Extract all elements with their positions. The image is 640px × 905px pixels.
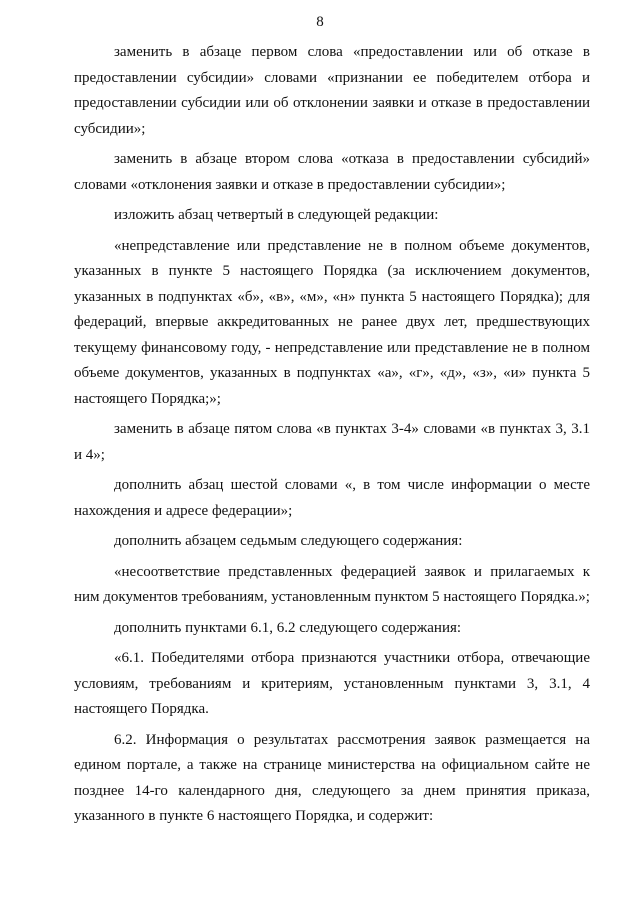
paragraph-quoted-fourth: «непредставление или представление не в полном объеме документов, указанных в пункте 5 настоящего Порядка (за исключением документов, указанных в подпунктах «б», «в», «м», «н» пункта 5 настоящего Порядка); для федераций, впервые аккредитованных не ранее двух лет, предшествующих текущему финансовому году, - непредставление или представление не в полном объеме документов, указанных в подпунктах «а», «г», «д», «з», «и» пункта 5 настоящего Порядка;»; (74, 237, 590, 407)
page-number: 8 (316, 14, 324, 30)
document-body (74, 40, 590, 830)
paragraph-supplement-points: дополнить пунктами 6.1, 6.2 следующего содержания: (114, 619, 462, 636)
paragraph-restate-fourth: изложить абзац четвертый в следующей редакции: (114, 207, 439, 223)
paragraph-quoted-seventh: «несоответствие представленных федерацией заявок и прилагаемых к ним документов требованиям, установленным пунктом 5 настоящего Порядка.»; (74, 563, 590, 605)
paragraph-replace-fifth: заменить в абзаце пятом слова «в пунктах 3-4» словами «в пунктах 3, 3.1 и 4»; (74, 421, 590, 463)
paragraph-point-6-1: «6.1. Победителями отбора признаются участники отбора, отвечающие условиям, требованиям и критериям, установленным пунктами 3, 3.1, 4 настоящего Порядка. (74, 650, 590, 717)
paragraph-supplement-seventh: дополнить абзацем седьмым следующего содержания: (114, 533, 463, 549)
paragraph-replace-second: заменить в абзаце втором слова «отказа в предоставлении субсидий» словами «отклонения заявки и отказе в предоставлении субсидии»; (74, 151, 590, 193)
paragraph-supplement-sixth: дополнить абзац шестой словами «, в том числе информации о месте нахождения и адресе федерации»; (74, 477, 590, 519)
paragraph-point-6-2: 6.2. Информация о результатах рассмотрения заявок размещается на едином портале, а также на странице министерства на официальном сайте не позднее 14-го календарного дня, следующего за днем принятия приказа, указанного в пункте 6 настоящего Порядка, и содержит: (74, 731, 590, 824)
paragraph-replace-first: заменить в абзаце первом слова «предоставлении или об отказе в предоставлении субсидии» словами «признании ее победителем отбора и предоставлении субсидии или об отклонении заявки и отказе в предоставлении субсидии»; (74, 44, 590, 137)
